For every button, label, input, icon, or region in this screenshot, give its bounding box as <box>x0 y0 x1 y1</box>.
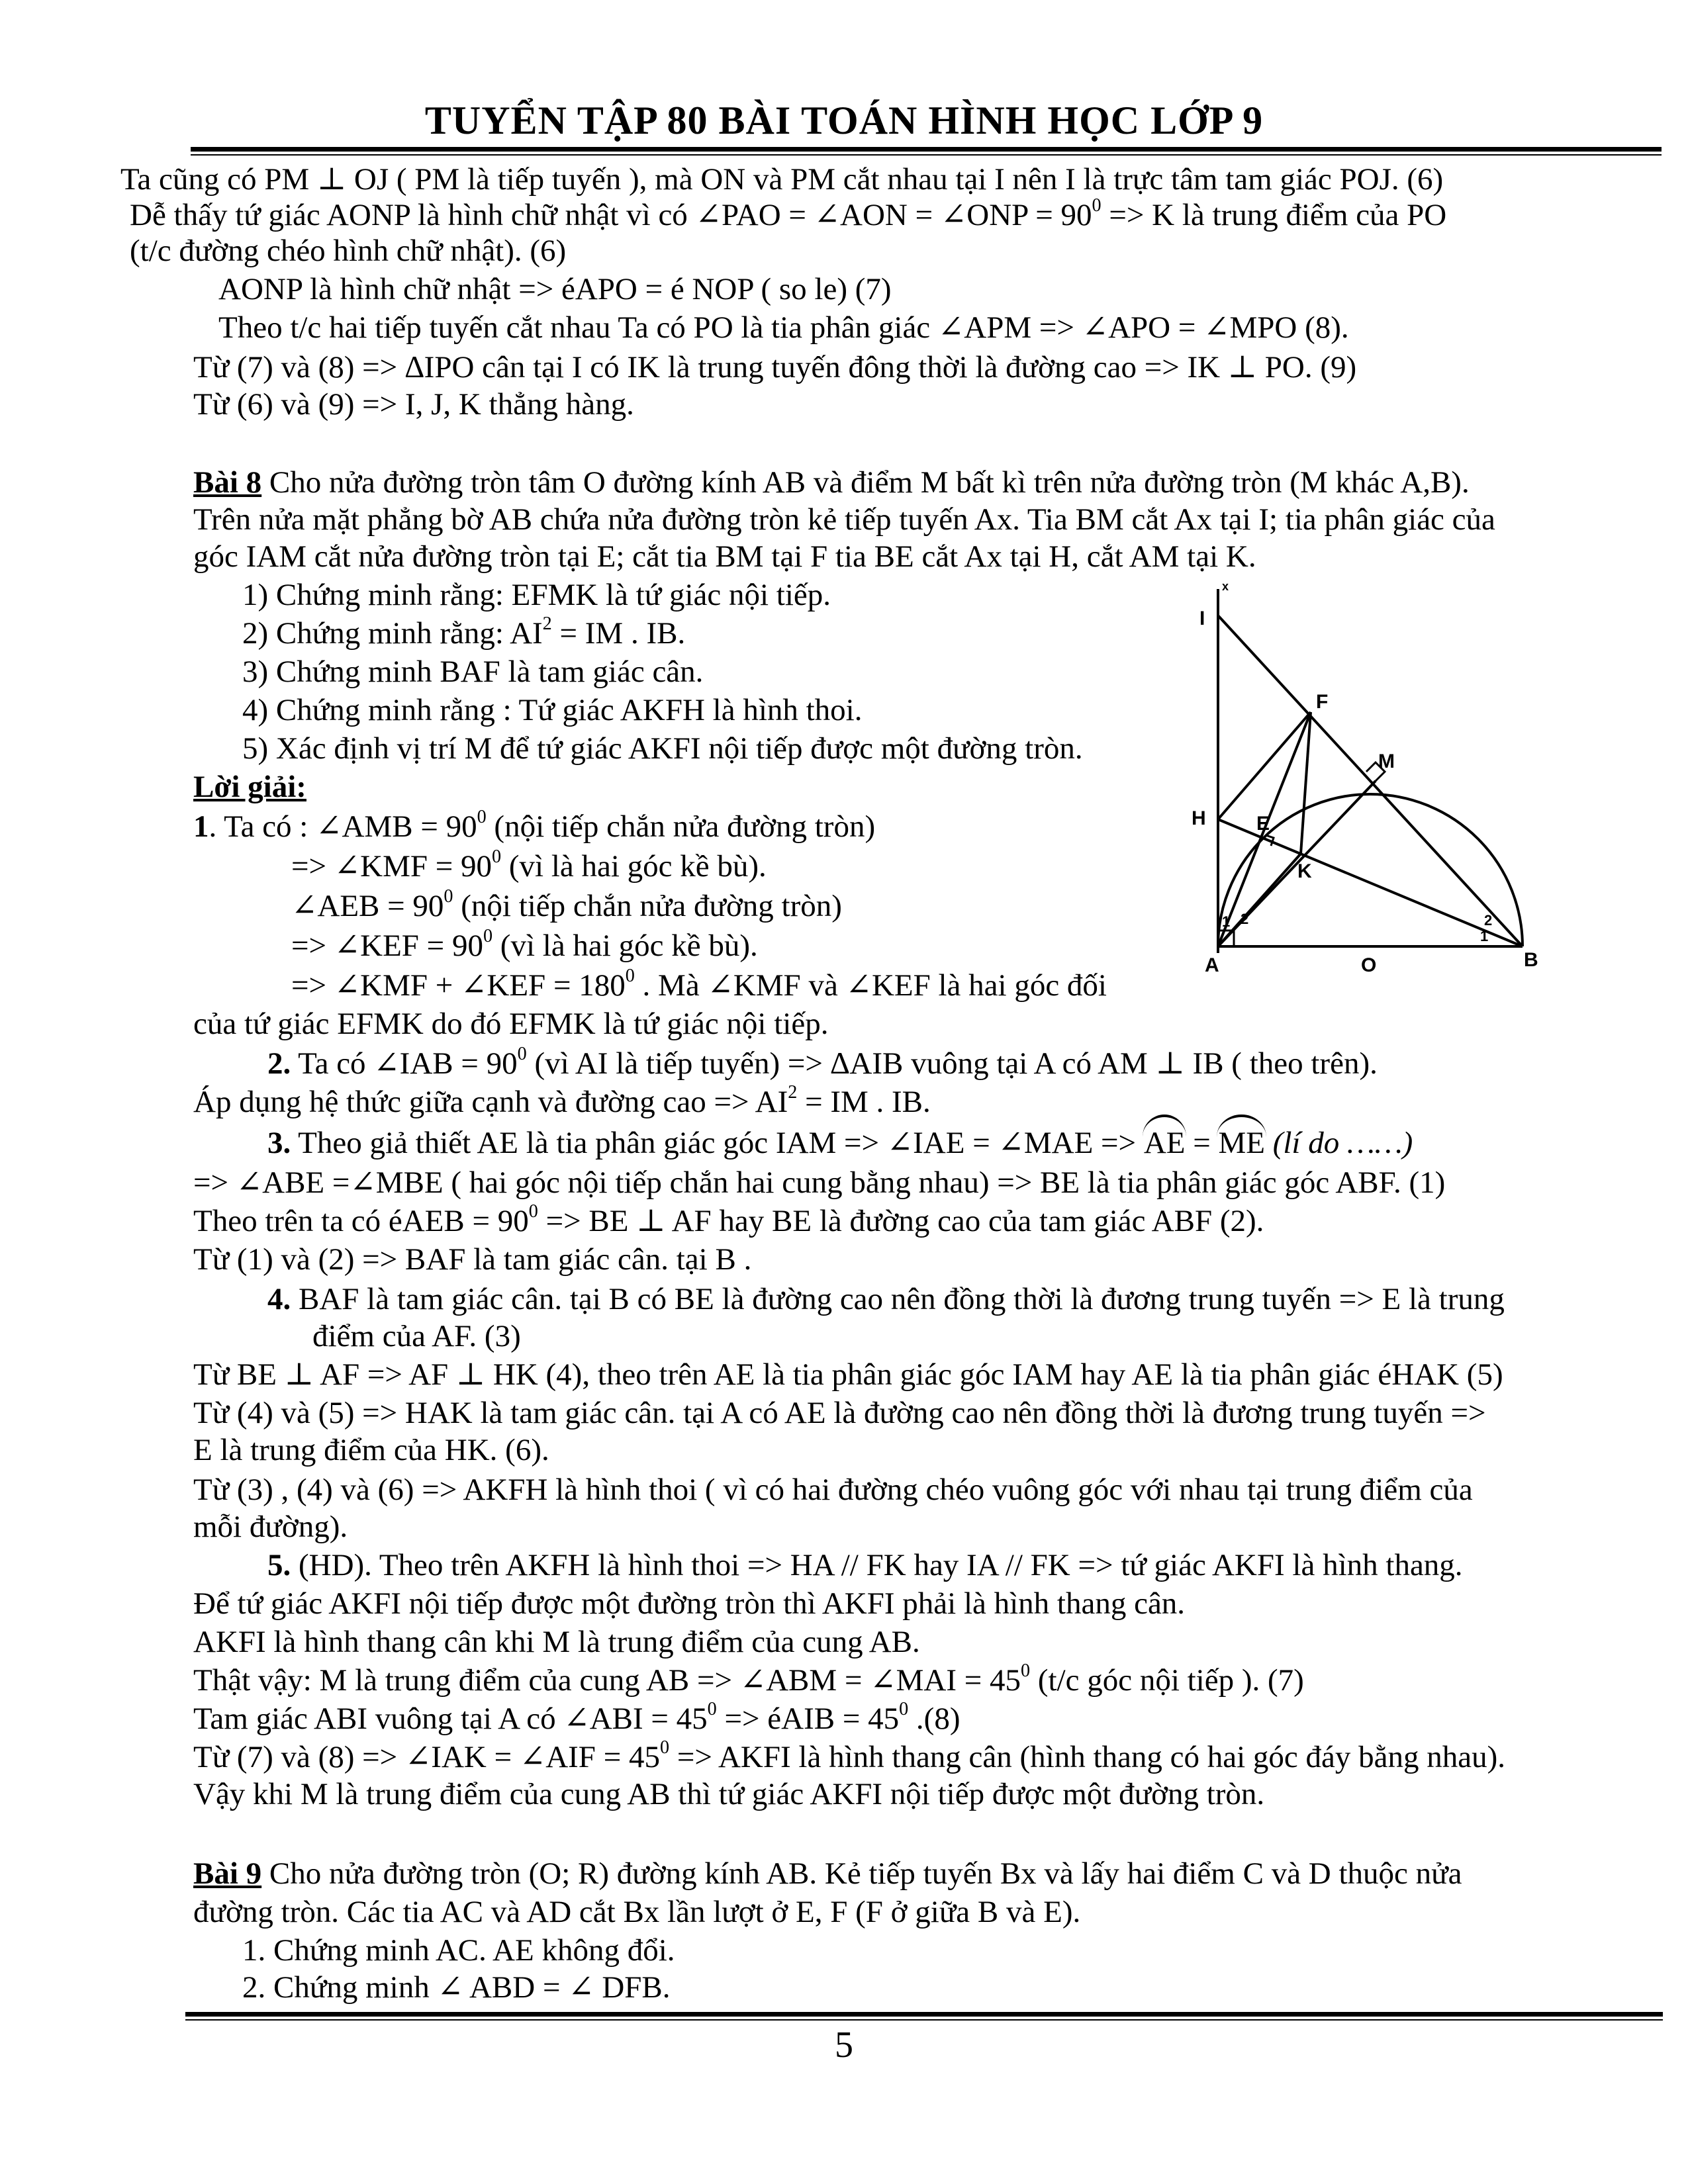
arc-ae: AE <box>1143 1126 1186 1160</box>
solution-5-line-5: Tam giác ABI vuông tại A có ∠ABI = $45^0$ => éAIB = $45^0$ .(8) <box>193 1698 961 1736</box>
bai8-statement-1: Bài 8 Cho nửa đường tròn tâm O đường kính AB và điểm M bất kì trên nửa đường tròn (M khác A,B). <box>193 465 1470 500</box>
bai9-question-2: 2. Chứng minh ∠ ABD = ∠ DFB. <box>242 1970 671 2005</box>
label-angle-b2: 2 <box>1484 912 1493 929</box>
label-h: H <box>1192 807 1206 829</box>
prev-line-2: Dễ thấy tứ giác AONP là hình chữ nhật vì có ∠PAO = ∠AON = ∠ONP = $90^0 => K$ là trung điểm của PO <box>130 195 1447 232</box>
bai8-statement-2: Trên nửa mặt phẳng bờ AB chứa nửa đường tròn kẻ tiếp tuyến Ax. Tia BM cắt Ax tại I; tia phân giác của <box>193 502 1495 537</box>
solution-5-line-1: 5. (HD). Theo trên AKFH là hình thoi => HA // FK hay IA // FK => tứ giác AKFI là hình thang. <box>267 1548 1463 1582</box>
solution-1-line-5: => ∠KMF + ∠KEF = $180^0$ . Mà ∠KMF và ∠KEF là hai góc đối <box>291 965 1107 1003</box>
solution-2-line-1: 2. Ta có ∠IAB = $90^0$ (vì AI là tiếp tuyến) => ∆AIB vuông tại A có AM ⊥ IB ( theo trên). <box>267 1043 1378 1081</box>
label-o: O <box>1361 954 1377 976</box>
bai8-question-2: 2) Chứng minh rằng: $AI^2$ = IM . IB. <box>242 613 686 651</box>
prev-line-6: Từ (7) và (8) => ∆IPO cân tại I có IK là trung tuyến đông thời là đường cao => IK ⊥ PO. (9) <box>193 350 1357 385</box>
label-b: B <box>1524 949 1538 971</box>
label-e: E <box>1256 813 1270 835</box>
solution-4-line-4: Từ (4) và (5) => HAK là tam giác cân. tại A có AE là đường cao nên đồng thời là đương trung tuyến => <box>193 1396 1486 1430</box>
solution-5-line-4: Thật vậy: M là trung điểm của cung AB => ∠ABM = ∠MAI = $45^0$ (t/c góc nội tiếp ). (7) <box>193 1660 1304 1698</box>
label-f: F <box>1316 691 1329 713</box>
solution-1-line-3: ∠AEB = $90^0$ (nội tiếp chắn nửa đường tròn) <box>291 886 842 923</box>
solution-2-line-2: Áp dụng hệ thức giữa cạnh và đường cao => $AI^2$ = IM . IB. <box>193 1081 931 1119</box>
bai9-question-1: 1. Chứng minh AC. AE không đổi. <box>242 1933 675 1968</box>
solution-5-line-7: Vậy khi M là trung điểm của cung AB thì tứ giác AKFI nội tiếp được một đường tròn. <box>193 1777 1265 1811</box>
page-number: 5 <box>835 2025 853 2066</box>
solution-1-line-2: => ∠KMF = $90^0$ (vì là hai góc kề bù). <box>291 846 767 884</box>
solution-5-line-3: AKFI là hình thang cân khi M là trung điểm của cung AB. <box>193 1625 920 1659</box>
solution-1-line-6: của tứ giác EFMK do đó EFMK là tứ giác nội tiếp. <box>193 1007 829 1041</box>
solution-4-line-2: điểm của AF. (3) <box>312 1319 521 1353</box>
footer-rule <box>185 2012 1663 2017</box>
bai8-label: Bài 8 <box>193 465 262 500</box>
prev-line-4: AONP là hình chữ nhật => éAPO = é NOP ( so le) (7) <box>218 272 892 306</box>
label-angle-b1: 1 <box>1480 928 1489 944</box>
solution-5-line-6: Từ (7) và (8) => ∠IAK = ∠AIF = $45^0$ => AKFI là hình thang cân (hình thang có hai góc đáy bằng nhau). <box>193 1737 1506 1774</box>
solution-5-line-2: Để tứ giác AKFI nội tiếp được một đường tròn thì AKFI phải là hình thang cân. <box>193 1586 1186 1621</box>
label-i: I <box>1199 608 1205 629</box>
label-x: x <box>1222 580 1229 593</box>
bai9-label: Bài 9 <box>193 1856 262 1891</box>
label-k: K <box>1297 860 1312 882</box>
bai9-statement-2: đường tròn. Các tia AC và AD cắt Bx lần lượt ở E, F (F ở giữa B và E). <box>193 1895 1081 1929</box>
prev-line-1: Ta cũng có PM ⊥ OJ ( PM là tiếp tuyến ), mà ON và PM cắt nhau tại I nên I là trực tâm tam giác POJ. (6) <box>120 162 1444 197</box>
solution-1-line-4: => ∠KEF = $90^0$ (vì là hai góc kề bù). <box>291 925 758 963</box>
line-fh <box>1218 712 1311 819</box>
geometry-figure <box>1185 576 1556 979</box>
solution-3-line-3: Theo trên ta có éAEB = $90^0$ => BE ⊥ AF hay BE là đường cao của tam giác ABF (2). <box>193 1201 1264 1238</box>
header-rule <box>191 147 1662 152</box>
label-m: M <box>1378 751 1395 772</box>
solution-4-line-7: mỗi đường). <box>193 1510 348 1544</box>
solution-3-line-2: => ∠ABE =∠MBE ( hai góc nội tiếp chắn hai cung bằng nhau) => BE là tia phân giác góc ABF. (1) <box>193 1165 1446 1200</box>
prev-line-5: Theo t/c hai tiếp tuyến cắt nhau Ta có PO là tia phân giác ∠APM => ∠APO = ∠MPO (8). <box>218 310 1349 345</box>
bai8-question-5: 5) Xác định vị trí M để tứ giác AKFI nội tiếp được một đường tròn. <box>242 731 1083 766</box>
solution-1-line-1: 1. Ta có : ∠AMB = $90^0$ (nội tiếp chắn nửa đường tròn) <box>193 806 876 844</box>
solution-heading: Lời giải: <box>193 770 306 804</box>
solution-4-line-6: Từ (3) , (4) và (6) => AKFH là hình thoi ( vì có hai đường chéo vuông góc với nhau tại trung điểm của <box>193 1473 1473 1507</box>
label-angle-a2: 2 <box>1241 911 1249 927</box>
bai8-question-3: 3) Chứng minh BAF là tam giác cân. <box>242 655 704 689</box>
arc-me: ME <box>1218 1126 1265 1160</box>
bai9-statement-1: Bài 9 Cho nửa đường tròn (O; R) đường kính AB. Kẻ tiếp tuyến Bx và lấy hai điểm C và D thuộc nửa <box>193 1856 1462 1891</box>
bai8-question-1: 1) Chứng minh rằng: EFMK là tứ giác nội tiếp. <box>242 578 831 612</box>
solution-4-line-5: E là trung điểm của HK. (6). <box>193 1433 549 1467</box>
footer-rule-thin <box>185 2019 1663 2021</box>
bai8-question-4: 4) Chứng minh rằng : Tứ giác AKFH là hình thoi. <box>242 693 863 727</box>
solution-3-line-4: Từ (1) và (2) => BAF là tam giác cân. tại B . <box>193 1242 752 1277</box>
prev-line-7: Từ (6) và (9) => I, J, K thẳng hàng. <box>193 387 634 422</box>
solution-4-line-1: 4. BAF là tam giác cân. tại B có BE là đường cao nên đồng thời là đương trung tuyến => E là trung <box>267 1282 1505 1316</box>
line-ak <box>1218 854 1301 946</box>
label-angle-a1: 1 <box>1222 913 1231 930</box>
solution-4-line-3: Từ BE ⊥ AF => AF ⊥ HK (4), theo trên AE là tia phân giác góc IAM hay AE là tia phân giác éHAK (5) <box>193 1357 1503 1392</box>
label-a: A <box>1205 954 1219 976</box>
solution-3-line-1: 3. Theo giả thiết AE là tia phân giác góc IAM => ∠IAE = ∠MAE => AE = ME (lí do ……) <box>267 1126 1413 1160</box>
page-title: TUYỂN TẬP 80 BÀI TOÁN HÌNH HỌC LỚP 9 <box>424 99 1264 142</box>
bai8-statement-3: góc IAM cắt nửa đường tròn tại E; cắt tia BM tại F tia BE cắt Ax tại H, cắt AM tại K. <box>193 539 1256 574</box>
header-rule-thin <box>191 154 1662 156</box>
prev-line-3: (t/c đường chéo hình chữ nhật). (6) <box>130 234 567 268</box>
